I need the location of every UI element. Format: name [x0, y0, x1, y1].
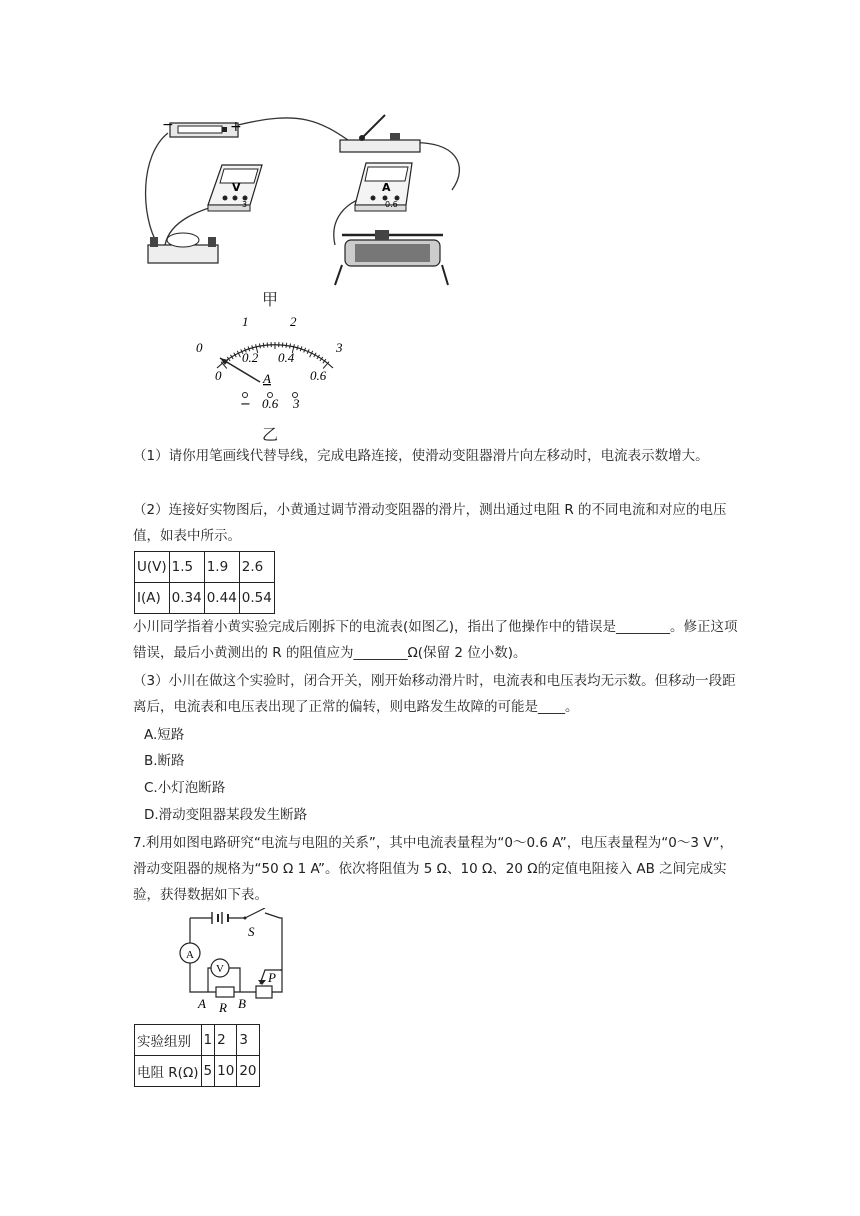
table-cell: 5	[201, 1056, 215, 1087]
dial-outer-label-2: 2	[290, 314, 297, 329]
battery-icon	[170, 123, 238, 137]
figure-circuit-diagram	[170, 908, 300, 1013]
battery-symbol-icon	[212, 912, 228, 924]
dial-terminal-minus: −	[240, 397, 251, 412]
figure-yi-caption: 乙	[262, 425, 279, 444]
dial-inner-label-3: 0.6	[310, 368, 327, 383]
ammeter-letter: A	[382, 181, 391, 194]
table-cell: I(A)	[135, 583, 170, 614]
table-cell: 10	[215, 1056, 237, 1087]
circuit-resistor-letter: R	[219, 1000, 227, 1013]
table-voltage-current	[134, 551, 275, 614]
table-cell: 0.44	[204, 583, 239, 614]
dial-inner-label-2: 0.4	[278, 350, 295, 365]
lamp-icon	[148, 233, 218, 263]
circuit-ammeter-letter: A	[186, 949, 194, 961]
table-row	[135, 583, 275, 614]
dial-terminal-3: 3	[293, 396, 300, 411]
question-7-text: 7.利用如图电路研究“电流与电阻的关系”，其中电流表量程为“0～0.6 A”，电压表量程为“0～3 V”，滑动变阻器的规格为“50 Ω 1 A”。依次将阻值为 5 Ω、10 Ω、20 Ω的定值电阻接入 AB 之间完成实验，获得数据如下表。	[133, 835, 733, 903]
table-cell: 1.9	[204, 552, 239, 583]
battery-minus-label: −	[162, 117, 174, 133]
figure-jia-apparatus	[130, 105, 470, 305]
wire-battery-to-switch	[238, 118, 355, 145]
dial-outer-label-0: 0	[196, 340, 203, 355]
question-2-text: （2）连接好实物图后，小黄通过调节滑动变阻器的滑片，测出通过电阻 R 的不同电流和对应的电压值，如表中所示。	[133, 502, 727, 544]
table-cell: 2	[215, 1025, 237, 1056]
table-row	[135, 552, 275, 583]
circuit-point-b: B	[238, 996, 246, 1011]
ammeter-terminal-label: 0.6	[385, 200, 398, 209]
question-3-text: （3）小川在做这个实验时，闭合开关，刚开始移动滑片时，电流表和电压表均无示数。但移动一段距离后，电流表和电压表出现了正常的偏转，则电路发生故障的可能是____。	[133, 673, 736, 715]
table-cell: 电阻 R(Ω)	[135, 1056, 202, 1087]
option-a: A.短路	[144, 727, 185, 743]
circuit-point-a: A	[198, 996, 206, 1011]
table-cell: 20	[237, 1056, 259, 1087]
voltmeter-letter: V	[232, 181, 241, 194]
option-d: D.滑动变阻器某段发生断路	[144, 807, 308, 823]
table-cell: 3	[237, 1025, 259, 1056]
dial-terminal-06: 0.6	[262, 396, 279, 411]
wire-battery-to-lamp	[146, 133, 168, 245]
voltmeter-terminal-label: 3	[242, 200, 248, 209]
circuit-switch-letter: S	[248, 924, 255, 939]
figure-yi-ammeter-dial	[190, 310, 360, 420]
circuit-voltmeter-letter: V	[216, 963, 224, 975]
question-1-text: （1）请你用笔画线代替导线，完成电路连接，使滑动变阻器滑片向左移动时，电流表示数增大。	[133, 448, 709, 464]
table-cell: 2.6	[239, 552, 274, 583]
table-cell: 实验组别	[135, 1025, 202, 1056]
dial-inner-label-1: 0.2	[242, 350, 259, 365]
option-b: B.断路	[144, 753, 185, 769]
table-row	[135, 1025, 260, 1056]
dial-outer-label-3: 3	[336, 340, 343, 355]
question-2-followup-text: 小川同学指着小黄实验完成后刚拆下的电流表(如图乙)，指出了他操作中的错误是________。修正这项错误，最后小黄测出的 R 的阻值应为________Ω(保留 2 位小数)。	[133, 619, 738, 661]
switch-icon	[340, 115, 420, 152]
circuit-slider-letter: P	[268, 970, 276, 985]
figure-jia-caption: 甲	[262, 290, 279, 309]
rheostat-symbol-icon	[256, 986, 272, 998]
resistor-symbol-icon	[216, 987, 234, 997]
table-cell: 1.5	[169, 552, 204, 583]
dial-inner-label-0: 0	[215, 368, 222, 383]
dial-unit-label: A	[263, 371, 271, 386]
table-cell: U(V)	[135, 552, 170, 583]
table-cell: 0.54	[239, 583, 274, 614]
battery-plus-label: +	[230, 119, 242, 135]
option-c: C.小灯泡断路	[144, 780, 226, 796]
table-cell: 0.34	[169, 583, 204, 614]
slider-arrow-icon	[258, 980, 266, 985]
table-cell: 1	[201, 1025, 215, 1056]
table-row	[135, 1056, 260, 1087]
switch-symbol-icon	[244, 908, 266, 920]
dial-outer-label-1: 1	[242, 314, 249, 329]
table-group-resistance	[134, 1024, 260, 1087]
rheostat-icon	[335, 230, 448, 285]
